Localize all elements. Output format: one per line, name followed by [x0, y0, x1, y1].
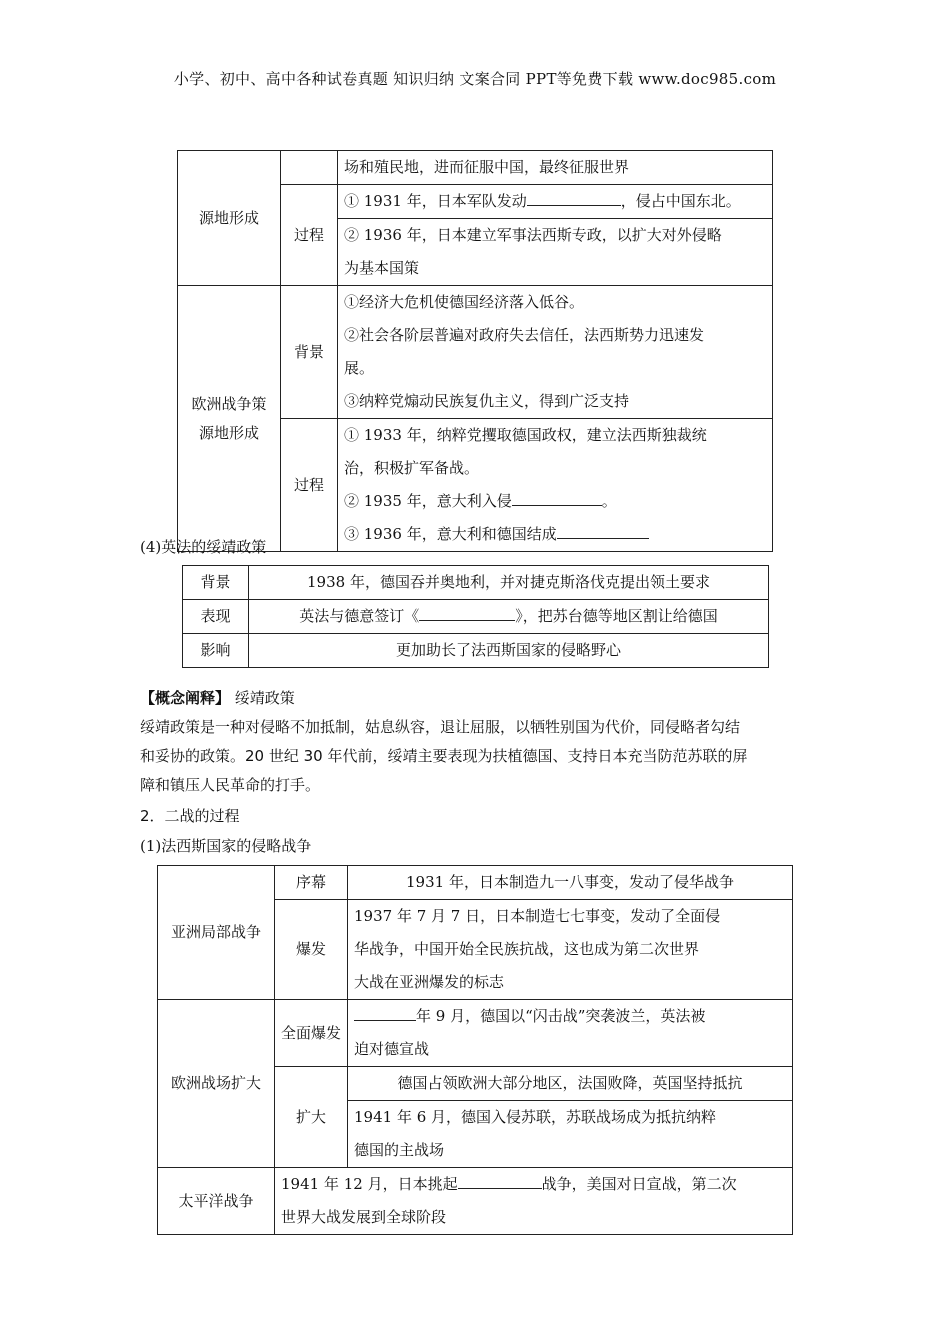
full-outbreak-label: 全面爆发 — [275, 1000, 348, 1067]
row-value: 1938 年，德国吞并奥地利，并对捷克斯洛伐克提出领土要求 — [249, 566, 769, 600]
pacific-war-label: 太平洋战争 — [158, 1168, 275, 1235]
outbreak-label: 爆发 — [275, 900, 348, 1000]
pacific-text: 世界大战发展到全球阶段 — [275, 1201, 793, 1235]
europe-war-label: 欧洲战场扩大 — [158, 1000, 275, 1168]
part2-title: 2．二战的过程 — [140, 807, 240, 825]
blank-line — [527, 189, 621, 206]
part2-subtitle: (1)法西斯国家的侵略战争 — [140, 837, 312, 855]
background-item: ①经济大危机使德国经济落入低谷。 — [338, 286, 773, 320]
background-label: 背景 — [281, 286, 338, 419]
blank-line — [419, 604, 515, 621]
concept-line: 障和镇压人民革命的打手。 — [140, 776, 321, 794]
process-label: 过程 — [281, 419, 338, 552]
process-item: ① 1931 年，日本军队发动 ，侵占中国东北。 — [338, 185, 773, 219]
blank-line — [354, 1004, 416, 1021]
concept-term: 绥靖政策 — [234, 689, 295, 707]
blank-line — [512, 489, 602, 506]
blank-line — [458, 1172, 542, 1189]
blank-line — [557, 522, 649, 539]
appeasement-table — [182, 565, 769, 668]
asia-origin-label: 源地形成 — [178, 151, 281, 286]
continued-text: 场和殖民地，进而征服中国，最终征服世界 — [338, 151, 773, 185]
war-process-table — [157, 865, 793, 1235]
process-item: 为基本国策 — [338, 252, 773, 286]
process-item: ② 1936 年，日本建立军事法西斯专政，以扩大对外侵略 — [338, 219, 773, 253]
concept-tag: 【概念阐释】 — [140, 689, 231, 707]
page-header: 小学、初中、高中各种试卷真题 知识归纳 文案合同 PPT等免费下载 www.doc985.com — [173, 70, 777, 88]
europe-origin-label: 欧洲战争策 源地形成 — [178, 286, 281, 552]
full-outbreak-text: 年 9 月，德国以“闪击战”突袭波兰，英法被 — [348, 1000, 793, 1034]
outbreak-text: 1937 年 7 月 7 日，日本制造七七事变，发动了全面侵 — [348, 900, 793, 934]
empty-cell — [281, 151, 338, 185]
background-item: ③纳粹党煽动民族复仇主义，得到广泛支持 — [338, 385, 773, 419]
pacific-text: 1941 年 12 月，日本挑起 战争，美国对日宣战，第二次 — [275, 1168, 793, 1202]
process-item: ③ 1936 年，意大利和德国结成 — [338, 518, 773, 552]
process-item: 治，积极扩军备战。 — [338, 452, 773, 485]
row-value: 更加助长了法西斯国家的侵略野心 — [249, 634, 769, 668]
process-label: 过程 — [281, 185, 338, 286]
concept-line: 绥靖政策是一种对侵略不加抵制，姑息纵容，退让屈服，以牺牲别国为代价，同侵略者勾结 — [140, 718, 741, 736]
expand-label: 扩大 — [275, 1067, 348, 1168]
section4-title: (4)英法的绥靖政策 — [140, 538, 267, 556]
outbreak-text: 华战争，中国开始全民族抗战，这也成为第二次世界 — [348, 933, 793, 966]
process-item: ② 1935 年，意大利入侵 。 — [338, 485, 773, 518]
row-value: 英法与德意签订《 》，把苏台德等地区割让给德国 — [249, 600, 769, 634]
asia-war-label: 亚洲局部战争 — [158, 866, 275, 1000]
background-item: ②社会各阶层普遍对政府失去信任，法西斯势力迅速发 — [338, 319, 773, 352]
expand-text: 1941 年 6 月，德国入侵苏联，苏联战场成为抵抗纳粹 — [348, 1101, 793, 1135]
row-label: 背景 — [183, 566, 249, 600]
concept-explanation — [140, 684, 840, 800]
expand-text: 德国占领欧洲大部分地区，法国败降，英国坚持抵抗 — [348, 1067, 793, 1101]
process-item: ① 1933 年，纳粹党攫取德国政权，建立法西斯独裁统 — [338, 419, 773, 453]
full-outbreak-text: 迫对德宣战 — [348, 1033, 793, 1067]
expand-text: 德国的主战场 — [348, 1134, 793, 1168]
row-label: 表现 — [183, 600, 249, 634]
prelude-label: 序幕 — [275, 866, 348, 900]
origin-table — [177, 150, 773, 552]
background-item: 展。 — [338, 352, 773, 385]
row-label: 影响 — [183, 634, 249, 668]
concept-line: 和妥协的政策。20 世纪 30 年代前，绥靖主要表现为扶植德国、支持日本充当防范苏联的屏 — [140, 747, 748, 765]
outbreak-text: 大战在亚洲爆发的标志 — [348, 966, 793, 1000]
prelude-text: 1931 年，日本制造九一八事变，发动了侵华战争 — [348, 866, 793, 900]
